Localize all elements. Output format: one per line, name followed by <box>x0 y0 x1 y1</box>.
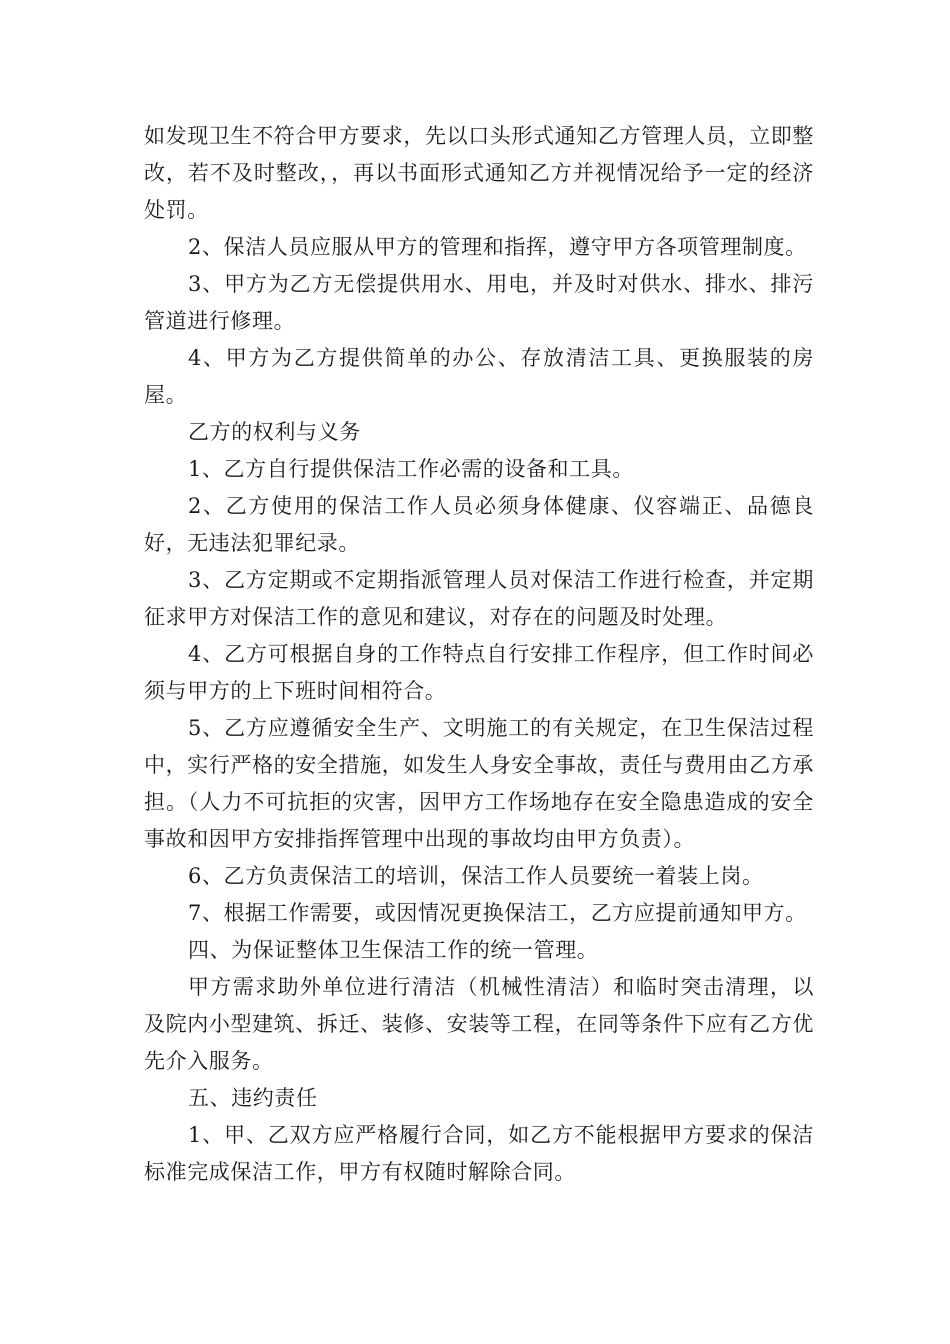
paragraph-1: 如发现卫生不符合甲方要求，先以口头形式通知乙方管理人员，立即整改，若不及时整改，，再以书面形式通知乙方并视情况给予一定的经济处罚。 <box>144 124 814 222</box>
paragraph-11: 6、乙方负责保洁工的培训，保洁工作人员要统一着装上岗。 <box>188 864 764 888</box>
paragraph-4: 4、甲方为乙方提供简单的办公、存放清洁工具、更换服装的房屋。 <box>144 346 814 407</box>
section-heading-five: 五、违约责任 <box>188 1086 318 1110</box>
paragraph-7: 2、乙方使用的保洁工作人员必须身体健康、仪容端正、品德良好，无违法犯罪纪录。 <box>144 494 814 555</box>
paragraph-10: 5、乙方应遵循安全生产、文明施工的有关规定，在卫生保洁过程中，实行严格的安全措施，如发生人身安全事故，责任与费用由乙方承担。（人力不可抗拒的灾害，因甲方工作场地存在安全隐患造成的安全事故和因甲方安排指挥管理中出现的事故均由甲方负责）。 <box>144 716 814 851</box>
paragraph-16: 1、甲、乙双方应严格履行合同，如乙方不能根据甲方要求的保洁标准完成保洁工作，甲方有权随时解除合同。 <box>144 1123 814 1184</box>
section-heading-party-b-rights: 乙方的权利与义务 <box>188 420 361 444</box>
paragraph-3: 3、甲方为乙方无偿提供用水、用电，并及时对供水、排水、排污管道进行修理。 <box>144 272 814 333</box>
paragraph-2: 2、保洁人员应服从甲方的管理和指挥，遵守甲方各项管理制度。 <box>188 235 807 259</box>
paragraph-8: 3、乙方定期或不定期指派管理人员对保洁工作进行检查，并定期征求甲方对保洁工作的意见和建议，对存在的问题及时处理。 <box>144 568 814 629</box>
paragraph-6: 1、乙方自行提供保洁工作必需的设备和工具。 <box>188 457 634 481</box>
document-body <box>144 118 814 1191</box>
paragraph-9: 4、乙方可根据自身的工作特点自行安排工作程序，但工作时间必须与甲方的上下班时间相符合。 <box>144 642 814 703</box>
paragraph-14: 甲方需求助外单位进行清洁（机械性清洁）和临时突击清理，以及院内小型建筑、拆迁、装修、安装等工程，在同等条件下应有乙方优先介入服务。 <box>144 975 814 1073</box>
section-heading-four: 四、为保证整体卫生保洁工作的统一管理。 <box>188 938 599 962</box>
paragraph-12: 7、根据工作需要，或因情况更换保洁工，乙方应提前通知甲方。 <box>188 901 807 925</box>
